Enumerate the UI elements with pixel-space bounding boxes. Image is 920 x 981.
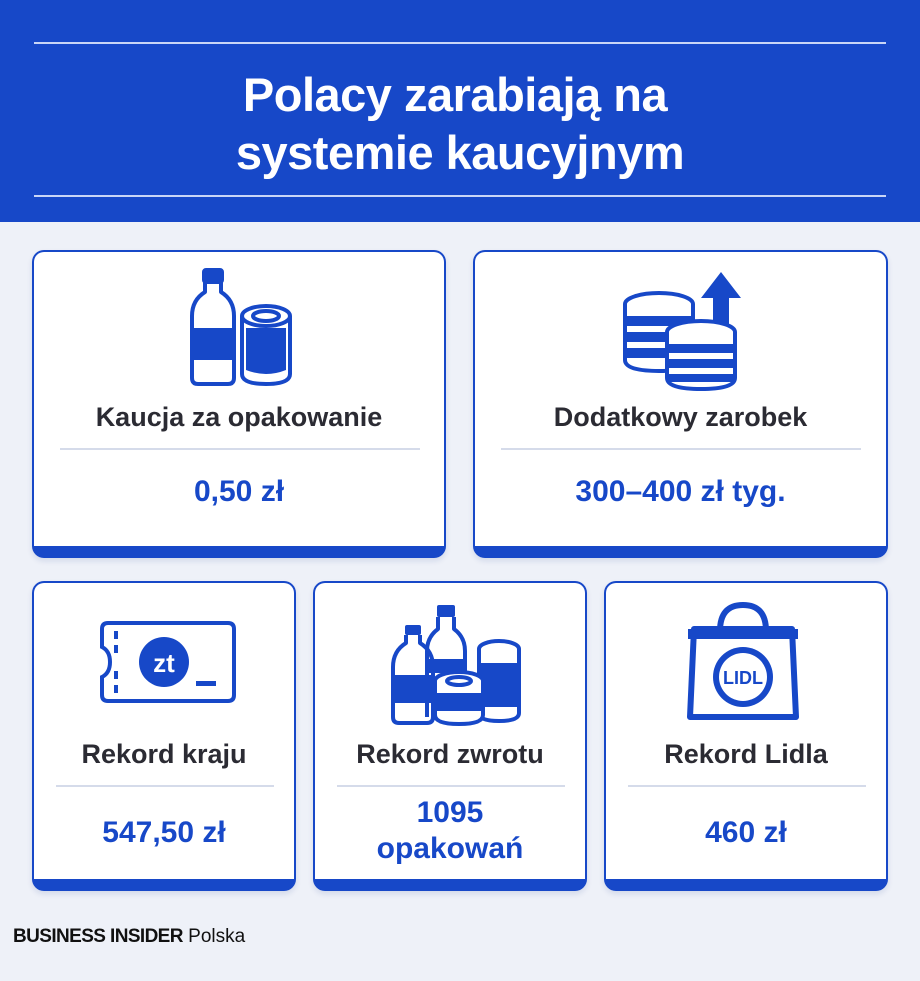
bottle-and-can-icon (186, 266, 296, 388)
card-label: Rekord kraju (81, 739, 247, 769)
card-label: Rekord Lidla (664, 739, 828, 769)
header-top-rule (34, 42, 886, 44)
card-extra-earnings (473, 250, 888, 558)
voucher-text: zt (153, 648, 175, 678)
card-value: 460 zł (705, 816, 787, 849)
card-label: Rekord zwrotu (356, 739, 544, 769)
card-deposit-per-package (32, 250, 446, 558)
card-value: 547,50 zł (102, 816, 226, 849)
header-bottom-rule (34, 195, 886, 197)
coins-with-arrow-up-icon (621, 268, 745, 392)
card-return-record (313, 581, 587, 891)
card-divider (337, 785, 565, 787)
footer-brand (13, 926, 245, 948)
page-title (0, 66, 920, 182)
voucher-icon (100, 621, 236, 703)
card-lidl-record (604, 581, 888, 891)
lidl-logo-text: LIDL (723, 668, 763, 688)
title-line-2: systemie kaucyjnym (235, 126, 685, 179)
card-national-record (32, 581, 296, 891)
brand-name: BUSINESS INSIDER (13, 926, 183, 947)
card-value-count: 1095 (416, 796, 484, 829)
card-divider (60, 448, 420, 450)
card-value: 300–400 zł tyg. (575, 475, 786, 508)
bottles-and-cans-icon (389, 603, 523, 727)
lidl-bag-icon (684, 601, 802, 721)
card-value-unit: opakowań (376, 832, 524, 865)
card-divider (56, 785, 274, 787)
title-line-1: Polacy zarabiają na (242, 68, 668, 121)
card-value: 0,50 zł (193, 475, 285, 508)
card-divider (501, 448, 861, 450)
header-banner (0, 0, 920, 222)
card-divider (628, 785, 866, 787)
card-label: Kaucja za opakowanie (95, 402, 383, 432)
card-label: Dodatkowy zarobek (553, 402, 808, 432)
brand-edition: Polska (188, 926, 246, 947)
